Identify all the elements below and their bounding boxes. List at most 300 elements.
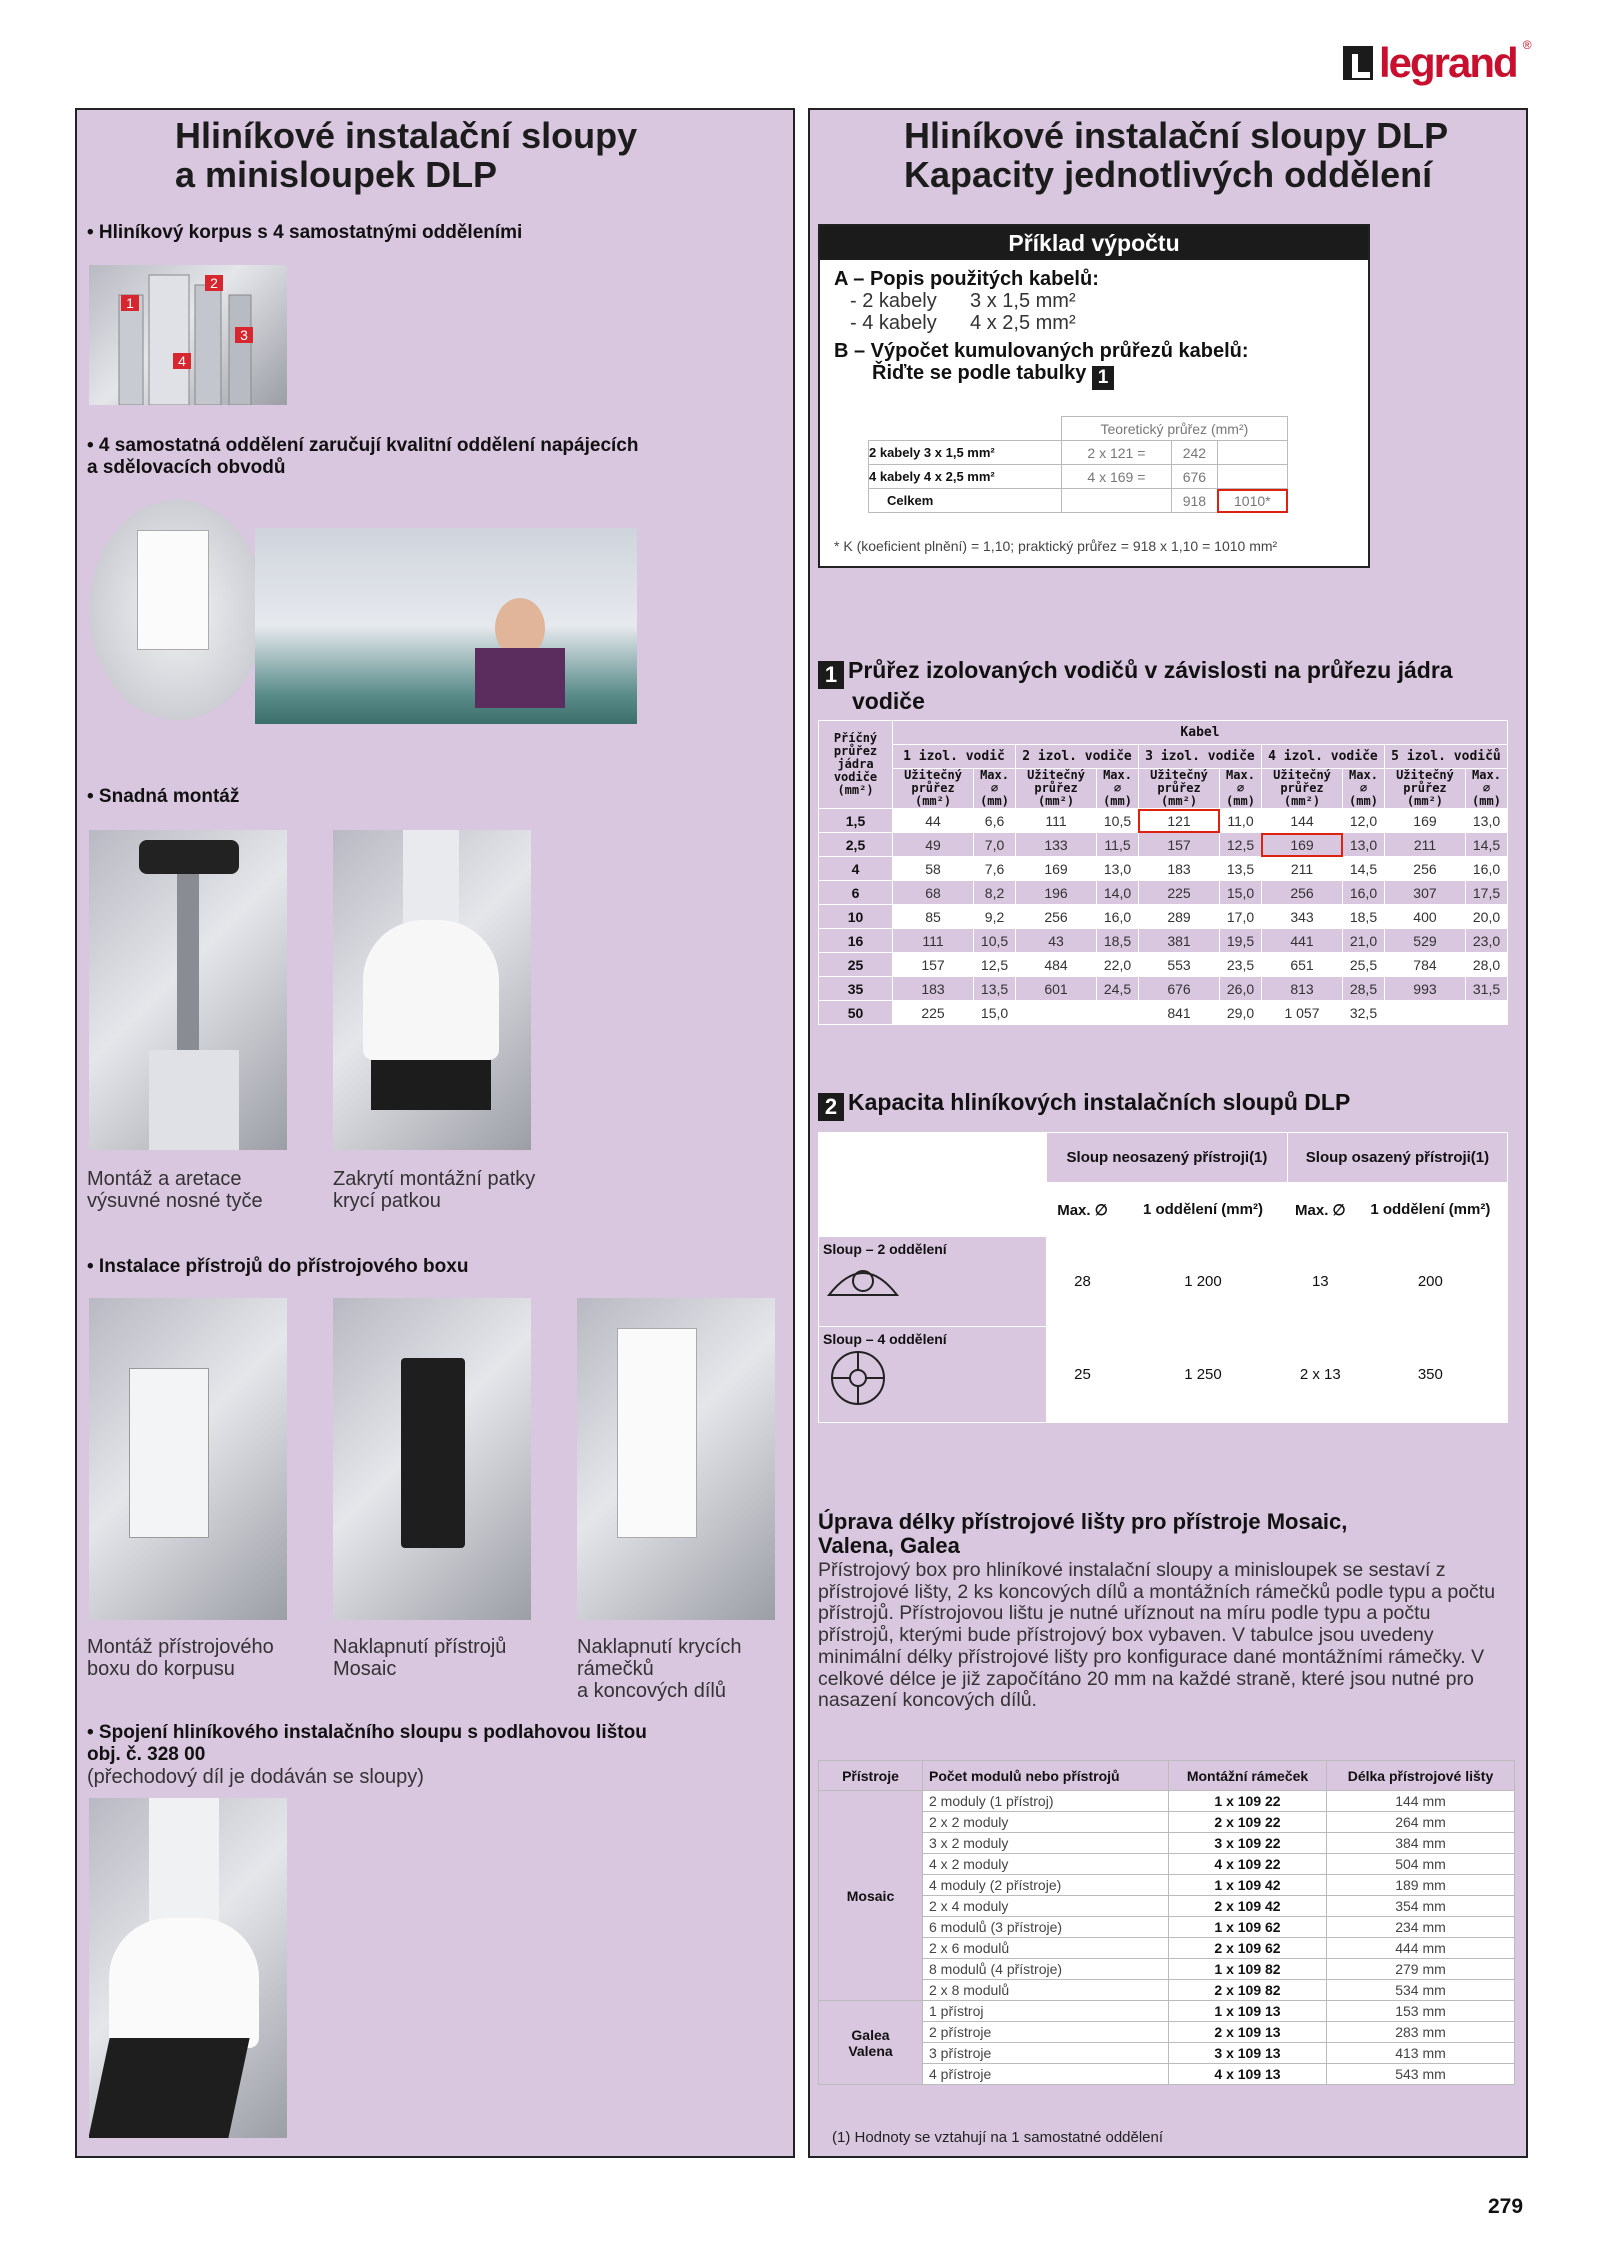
profile-illustration (89, 265, 287, 405)
caption-box-korpus-line2: boxu do korpusu (87, 1658, 235, 1680)
example-b2-text: Řiďte se podle tabulky (872, 362, 1087, 384)
table-cell: 20,0 (1466, 905, 1508, 929)
left-column (75, 108, 795, 2158)
table-cell: 23,5 (1220, 953, 1262, 977)
photo-montaz-tyce (89, 830, 287, 1150)
table-cell: 14,5 (1343, 857, 1385, 881)
table-cell: 4 x 109 13 (1169, 2064, 1327, 2085)
capacity-cell: 350 (1353, 1327, 1507, 1423)
photo-mosaic (333, 1298, 531, 1620)
section3 (818, 1510, 1508, 1712)
table-cell: 189 mm (1327, 1875, 1515, 1896)
table-cell: 2 x 6 modulů (923, 1938, 1169, 1959)
mosaic-illustration (401, 1358, 465, 1548)
right-title (904, 116, 1448, 194)
table-cell: 211 (1261, 857, 1342, 881)
section2-title (818, 1090, 1350, 1121)
capacity-h-odd2: 1 oddělení (mm²) (1353, 1183, 1507, 1237)
capacity-group2: Sloup osazený přístroji(1) (1287, 1133, 1507, 1183)
table-cell: 19,5 (1220, 929, 1262, 953)
example-cell (1061, 489, 1171, 513)
example-cell: Celkem (869, 489, 1062, 513)
table-cell: 993 (1384, 977, 1465, 1001)
section2-number: 2 (818, 1093, 844, 1121)
table-cell: 16,0 (1343, 881, 1385, 905)
office-person-body (475, 648, 565, 708)
caption-ramecky-line3: a koncových dílů (577, 1680, 726, 1702)
section3-title-line1: Úprava délky přístrojové lišty pro přístroje Mosaic, (818, 1509, 1348, 1534)
table-cell: 813 (1261, 977, 1342, 1001)
table-row (819, 2064, 1515, 2085)
table-cell: 169 (1015, 857, 1096, 881)
table-cell: 543 mm (1327, 2064, 1515, 2085)
table-row (819, 1896, 1515, 1917)
table-cell: 18,5 (1097, 929, 1139, 953)
rod-illustration (177, 860, 199, 1050)
device-group-label: Galea Valena (819, 2001, 923, 2085)
table-cell: 18,5 (1343, 905, 1385, 929)
table-cell: 13,5 (974, 977, 1016, 1001)
table-cell: 307 (1384, 881, 1465, 905)
capacity-cell: 200 (1353, 1237, 1507, 1327)
table-cell: 381 (1138, 929, 1219, 953)
table-cell: 841 (1138, 1001, 1219, 1025)
table-cell: 1 x 109 42 (1169, 1875, 1327, 1896)
table-cell: 504 mm (1327, 1854, 1515, 1875)
caption-kryci-patka-line2: krycí patkou (333, 1190, 441, 1212)
left-title-line2: a minisloupek DLP (175, 154, 498, 195)
table-cell: 2 x 8 modulů (923, 1980, 1169, 2001)
table-cell: 11,0 (1220, 809, 1262, 833)
photo-spojeni (89, 1798, 287, 2138)
sub-header: Max. ∅ (mm) (1220, 769, 1262, 809)
capacity-group1: Sloup neosazený přístroji(1) (1047, 1133, 1288, 1183)
table-conductors (818, 720, 1508, 1025)
caption-montaz-tyce (87, 1168, 263, 1212)
capacity-row-label (819, 1237, 1047, 1327)
table-cell: 1 x 109 82 (1169, 1959, 1327, 1980)
table-cell: 651 (1261, 953, 1342, 977)
table-cell: 169 (1384, 809, 1465, 833)
table-cell: 8 modulů (4 přístroje) (923, 1959, 1169, 1980)
sub-header: Užitečný průřez (mm²) (1015, 769, 1096, 809)
section3-title-line2: Valena, Galea (818, 1533, 960, 1558)
right-title-line2: Kapacity jednotlivých oddělení (904, 154, 1433, 195)
table-row (819, 2001, 1515, 2022)
table-cell: 8,2 (974, 881, 1016, 905)
table-cell: 16,0 (1097, 905, 1139, 929)
bullet-montaz: • Snadná montáž (87, 786, 240, 807)
table-row (869, 465, 1288, 489)
table-row (819, 2043, 1515, 2064)
row-header-cell: 2,5 (819, 833, 893, 857)
table-cell: 283 mm (1327, 2022, 1515, 2043)
table-cell: 384 mm (1327, 1833, 1515, 1854)
left-title (175, 116, 637, 194)
capacity-row1-label: Sloup – 2 oddělení (823, 1241, 947, 1257)
table-cell: 534 mm (1327, 1980, 1515, 2001)
table-row (819, 2022, 1515, 2043)
table-cell: 4 x 2 moduly (923, 1854, 1169, 1875)
example-cell: 918 (1172, 489, 1218, 513)
table-cell: 43 (1015, 929, 1096, 953)
capacity-cell: 2 x 13 (1287, 1327, 1353, 1423)
table-cell: 553 (1138, 953, 1219, 977)
table-cell: 256 (1015, 905, 1096, 929)
caption-ramecky-line2: rámečků (577, 1658, 654, 1680)
two-compartment-profile-icon (823, 1257, 903, 1303)
table-cell: 183 (893, 977, 974, 1001)
table-row (819, 1917, 1515, 1938)
column-illustration (149, 1050, 239, 1150)
table-cell: 3 přístroje (923, 2043, 1169, 2064)
table-cell: 111 (1015, 809, 1096, 833)
table-row (819, 1938, 1515, 1959)
marker-4: 4 (173, 353, 191, 369)
row-header-cell: 10 (819, 905, 893, 929)
table-cell: 28,5 (1343, 977, 1385, 1001)
table-cell: 153 mm (1327, 2001, 1515, 2022)
example-a1: - 2 kabely 3 x 1,5 mm² (850, 290, 1076, 312)
conductor-rows (819, 809, 1508, 1025)
table-row (819, 1327, 1508, 1423)
example-cell: 676 (1172, 465, 1218, 489)
table-cell: 2 x 109 62 (1169, 1938, 1327, 1959)
table-cell: 676 (1138, 977, 1219, 1001)
table-row (819, 1959, 1515, 1980)
section2-title-text: Kapacita hliníkových instalačních sloupů DLP (848, 1089, 1351, 1115)
table-row (819, 1833, 1515, 1854)
table-row (819, 929, 1508, 953)
capacity-cell: 1 200 (1119, 1237, 1288, 1327)
table-cell: 444 mm (1327, 1938, 1515, 1959)
table-cell: 4 x 109 22 (1169, 1854, 1327, 1875)
table-cell: 1 x 109 62 (1169, 1917, 1327, 1938)
floor-trunking-illustration (89, 2038, 250, 2138)
brand-registered: ® (1522, 38, 1532, 52)
example-b2 (834, 362, 1354, 390)
table-row (819, 1791, 1515, 1812)
table-cell: 111 (893, 929, 974, 953)
length-rows (819, 1791, 1515, 2085)
table-cell: 144 (1261, 809, 1342, 833)
caption-kryci-patka (333, 1168, 535, 1212)
table-cell: 16,0 (1466, 857, 1508, 881)
photo-krycí-patka (333, 830, 531, 1150)
table-cell (1384, 1001, 1465, 1025)
table-cell: 25,5 (1343, 953, 1385, 977)
sub-header: Užitečný průřez (mm²) (893, 769, 974, 809)
table-cell: 211 (1384, 833, 1465, 857)
table-cell: 17,0 (1220, 905, 1262, 929)
caption-mosaic-line2: Mosaic (333, 1658, 397, 1680)
table-cell: 26,0 (1220, 977, 1262, 1001)
table-cell: 784 (1384, 953, 1465, 977)
table-cell: 10,5 (974, 929, 1016, 953)
table-cell: 256 (1261, 881, 1342, 905)
table-cell: 484 (1015, 953, 1096, 977)
table-cell: 32,5 (1343, 1001, 1385, 1025)
column-join-illustration (149, 1798, 219, 1928)
table-cell: 133 (1015, 833, 1096, 857)
marker-2: 2 (205, 275, 223, 291)
right-column (808, 108, 1528, 2158)
group-header: 5 izol. vodičů (1384, 745, 1507, 769)
bullet-spojeni (87, 1722, 647, 1789)
example-cell: 2 x 121 = (1061, 441, 1171, 465)
brand-name: legrand (1379, 39, 1517, 86)
table-cell: 279 mm (1327, 1959, 1515, 1980)
table-cell: 2 x 109 42 (1169, 1896, 1327, 1917)
table-cell: 6 modulů (3 přístroje) (923, 1917, 1169, 1938)
table-cell: 13,0 (1466, 809, 1508, 833)
table-row (819, 953, 1508, 977)
device-group-label: Mosaic (819, 1791, 923, 2001)
table-row (819, 833, 1508, 857)
photo-column-socket (89, 500, 265, 720)
legrand-mark-icon (1343, 46, 1373, 80)
row-header-cell: 50 (819, 1001, 893, 1025)
section1-number: 1 (818, 661, 844, 689)
table-cell: 3 x 2 moduly (923, 1833, 1169, 1854)
table-cell: 121 (1138, 809, 1219, 833)
example-cell (1217, 465, 1287, 489)
table-cell: 49 (893, 833, 974, 857)
capacity-h-max2: Max. ∅ (1287, 1183, 1353, 1237)
row-header-cell: 35 (819, 977, 893, 1001)
table-cell: 85 (893, 905, 974, 929)
example-box (818, 224, 1370, 568)
frame-illustration (617, 1328, 697, 1538)
table-cell: 13,0 (1343, 833, 1385, 857)
table-cell: 1 přístroj (923, 2001, 1169, 2022)
table-rowhead: Příčný průřez jádra vodiče (mm²) (819, 721, 893, 809)
table-cell: 44 (893, 809, 974, 833)
left-title-line1: Hliníkové instalační sloupy (175, 115, 638, 156)
sub-header: Max. ∅ (mm) (1466, 769, 1508, 809)
table-cell: 68 (893, 881, 974, 905)
table-cell: 400 (1384, 905, 1465, 929)
table-cell: 441 (1261, 929, 1342, 953)
row-header-cell: 4 (819, 857, 893, 881)
table-cell: 1 x 109 22 (1169, 1791, 1327, 1812)
transition-illustration (109, 1918, 259, 2048)
table-cell: 28,0 (1466, 953, 1508, 977)
bullet-oddeleni (87, 435, 638, 479)
table-cell: 31,5 (1466, 977, 1508, 1001)
caption-box-korpus (87, 1636, 274, 1680)
table-capacity (818, 1132, 1508, 1423)
photo-box-korpus (89, 1298, 287, 1620)
group-header: 3 izol. vodiče (1138, 745, 1261, 769)
bullet-instalace: • Instalace přístrojů do přístrojového boxu (87, 1256, 469, 1277)
bullet-spojeni-line1: • Spojení hliníkového instalačního sloupu s podlahovou lištou (87, 1722, 647, 1743)
four-compartment-profile-icon (823, 1347, 893, 1409)
table-cell: 15,0 (1220, 881, 1262, 905)
bullet-oddeleni-line2: a sdělovacích obvodů (87, 457, 286, 478)
caption-mosaic-line1: Naklapnutí přístrojů (333, 1636, 507, 1658)
caption-kryci-patka-line1: Zakrytí montážní patky (333, 1168, 536, 1190)
table-cell: 343 (1261, 905, 1342, 929)
table-cell: 3 x 109 22 (1169, 1833, 1327, 1854)
table-cell: 354 mm (1327, 1896, 1515, 1917)
sub-header: Užitečný průřez (mm²) (1261, 769, 1342, 809)
marker-1: 1 (121, 295, 139, 311)
table-cell: 264 mm (1327, 1812, 1515, 1833)
section1-title (818, 658, 1453, 713)
table-cell: 4 moduly (2 přístroje) (923, 1875, 1169, 1896)
photo-ramecky (577, 1298, 775, 1620)
table-cell: 2 přístroje (923, 2022, 1169, 2043)
caption-montaz-tyce-line1: Montáž a aretace (87, 1168, 242, 1190)
length-header-ramecek: Montážní rámeček (1169, 1761, 1327, 1791)
example-cell: 4 kabely 4 x 2,5 mm² (869, 465, 1062, 489)
caption-ramecky (577, 1636, 742, 1702)
table-cell: 7,6 (974, 857, 1016, 881)
bullet-korpus: • Hliníkový korpus s 4 samostatnými odděleními (87, 222, 523, 243)
example-cell: 4 x 169 = (1061, 465, 1171, 489)
capacity-h-max1: Max. ∅ (1047, 1183, 1119, 1237)
table-cell: 529 (1384, 929, 1465, 953)
sub-header: Max. ∅ (mm) (1097, 769, 1139, 809)
table-cell: 289 (1138, 905, 1219, 929)
capacity-row2-label: Sloup – 4 oddělení (823, 1331, 947, 1347)
group-header: 4 izol. vodiče (1261, 745, 1384, 769)
capacity-h-odd1: 1 oddělení (mm²) (1119, 1183, 1288, 1237)
table-cell: 169 (1261, 833, 1342, 857)
group-header: 2 izol. vodiče (1015, 745, 1138, 769)
caption-ramecky-line1: Naklapnutí krycích (577, 1636, 742, 1658)
table-cell: 6,6 (974, 809, 1016, 833)
bullet-spojeni-note: (přechodový díl je dodáván se sloupy) (87, 1766, 424, 1788)
table-cell: 21,0 (1343, 929, 1385, 953)
table-cell: 23,0 (1466, 929, 1508, 953)
sub-header-row (819, 769, 1508, 809)
capacity-cell: 1 250 (1119, 1327, 1288, 1423)
table-cell (1015, 1001, 1096, 1025)
table-cell: 24,5 (1097, 977, 1139, 1001)
example-table (868, 416, 1288, 513)
table-cell: 12,5 (1220, 833, 1262, 857)
sub-header: Max. ∅ (mm) (1343, 769, 1385, 809)
caption-box-korpus-line1: Montáž přístrojového (87, 1636, 274, 1658)
table-cell: 601 (1015, 977, 1096, 1001)
table-cell: 256 (1384, 857, 1465, 881)
table-row (819, 977, 1508, 1001)
bullet-spojeni-line2: obj. č. 328 00 (87, 1744, 206, 1765)
table-row (819, 1812, 1515, 1833)
group-header-row (819, 745, 1508, 769)
table-cell: 413 mm (1327, 2043, 1515, 2064)
photo-profile (89, 265, 287, 405)
table-cell: 15,0 (974, 1001, 1016, 1025)
table-row (869, 441, 1288, 465)
table-cell (1466, 1001, 1508, 1025)
example-result-cell: 1010* (1217, 489, 1287, 513)
example-a: A – Popis použitých kabelů: (834, 268, 1099, 290)
table-cell: 196 (1015, 881, 1096, 905)
table-cell: 157 (1138, 833, 1219, 857)
length-header-pristroje: Přístroje (819, 1761, 923, 1791)
group-header: 1 izol. vodič (893, 745, 1016, 769)
sub-header: Užitečný průřez (mm²) (1384, 769, 1465, 809)
table-cell: 157 (893, 953, 974, 977)
table-cell: 2 x 2 moduly (923, 1812, 1169, 1833)
table-cell: 234 mm (1327, 1917, 1515, 1938)
table-cell: 12,0 (1343, 809, 1385, 833)
row-header-cell: 1,5 (819, 809, 893, 833)
table-cell: 7,0 (974, 833, 1016, 857)
example-cell: 242 (1172, 441, 1218, 465)
box-illustration (129, 1368, 209, 1538)
table-cell: 144 mm (1327, 1791, 1515, 1812)
foot-illustration (371, 1060, 491, 1110)
table-cell: 225 (1138, 881, 1219, 905)
table-cell: 225 (893, 1001, 974, 1025)
table-cell: 9,2 (974, 905, 1016, 929)
table-cell: 2 x 4 moduly (923, 1896, 1169, 1917)
example-b: B – Výpočet kumulovaných průřezů kabelů: (834, 340, 1249, 362)
length-header-pocet: Počet modulů nebo přístrojů (923, 1761, 1169, 1791)
capacity-cell: 25 (1047, 1327, 1119, 1423)
example-table-header: Teoretický průřez (mm²) (1061, 417, 1287, 441)
table-cell: 4 přístroje (923, 2064, 1169, 2085)
capacity-cell: 13 (1287, 1237, 1353, 1327)
caption-montaz-tyce-line2: výsuvné nosné tyče (87, 1190, 263, 1212)
table-cell: 2 x 109 13 (1169, 2022, 1327, 2043)
sub-header: Max. ∅ (mm) (974, 769, 1016, 809)
example-cell (1217, 441, 1287, 465)
cover-illustration (363, 920, 499, 1060)
example-header: Příklad výpočtu (820, 226, 1368, 260)
bullet-oddeleni-line1: • 4 samostatná oddělení zaručují kvalitní oddělení napájecích (87, 435, 639, 456)
table-row (819, 857, 1508, 881)
table-cell: 1 057 (1261, 1001, 1342, 1025)
legrand-logo (1343, 38, 1532, 88)
table-row (819, 1001, 1508, 1025)
footnote: (1) Hodnoty se vztahují na 1 samostatné oddělení (832, 2129, 1164, 2146)
table-row (869, 489, 1288, 513)
table-cell: 29,0 (1220, 1001, 1262, 1025)
table-row (819, 809, 1508, 833)
row-header-cell: 6 (819, 881, 893, 905)
page-number: 279 (1488, 2195, 1524, 2218)
table-cell: 2 moduly (1 přístroj) (923, 1791, 1169, 1812)
section3-paragraph: Přístrojový box pro hliníkové instalační sloupy a minisloupek se sestaví z přístrojové lišty, 2 ks koncových dílů a montážních rámečků podle typu a počtu přístrojů. Přístrojovou lištu je nutné uříznout na míru podle typu a počtu přístrojů, kterými bude přístrojový box vybaven. V tabulce jsou uvedeny minimální délky přístrojové lišty pro konfigurace dané montážními rámečky. V celkové délce je již započítáno 20 mm na každé straně, které jsou nutné pro nasazení koncových dílů. (818, 1559, 1496, 1712)
table-cell: 10,5 (1097, 809, 1139, 833)
example-note: * K (koeficient plnění) = 1,10; praktický průřez = 918 x 1,10 = 1010 mm² (834, 538, 1278, 554)
table-cell: 2 x 109 82 (1169, 1980, 1327, 2001)
row-header-cell: 16 (819, 929, 893, 953)
table-cell: 58 (893, 857, 974, 881)
table-cell: 13,5 (1220, 857, 1262, 881)
table-cell: 2 x 109 22 (1169, 1812, 1327, 1833)
table-cell: 11,5 (1097, 833, 1139, 857)
capacity-cell: 28 (1047, 1237, 1119, 1327)
caption-mosaic (333, 1636, 506, 1680)
section1-title-line1: Průřez izolovaných vodičů v závislosti na průřezu jádra (848, 657, 1453, 683)
base-illustration (139, 840, 239, 874)
example-b2-ref: 1 (1092, 366, 1114, 390)
example-cell: 2 kabely 3 x 1,5 mm² (869, 441, 1062, 465)
table-cell: 1 x 109 13 (1169, 2001, 1327, 2022)
table-cell: 14,5 (1466, 833, 1508, 857)
table-cell: 17,5 (1466, 881, 1508, 905)
photo-office (255, 528, 637, 724)
marker-3: 3 (235, 327, 253, 343)
table-row (819, 905, 1508, 929)
sub-header: Užitečný průřez (mm²) (1138, 769, 1219, 809)
